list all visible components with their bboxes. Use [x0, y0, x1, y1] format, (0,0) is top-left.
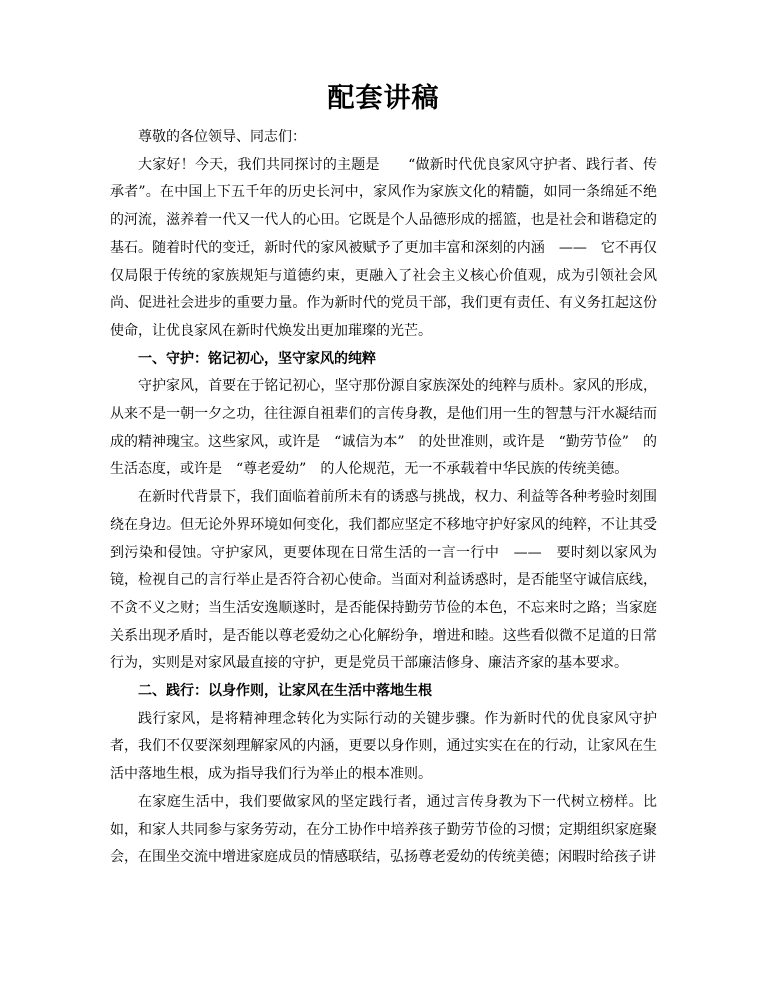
section-2-heading: 二、践行：以身作则，让家风在生活中落地生根 — [138, 683, 432, 700]
salutation-line: 尊敬的各位领导、同志们： — [138, 129, 306, 145]
opening-paragraph: 大家好！今天，我们共同探讨的主题是 “做新时代优良家风守护者、践行者、传承者”。在中国上下五千年的历史长河中，家风作为家族文化的精髓，如同一条绵延不绝的河流，滋养着一代又一代人的心田。它既是个人品德形成的摇篮，也是社会和谐稳定的基石。随着时代的变迁，新时代的家风被赋予了更加丰富和深刻的内涵 —— 它不再仅仅局限于传统的家族规矩与道德约束，更融入了社会主义核心价值观，成为引领社会风尚、促进社会进步的重要力量。作为新时代的党员干部，我们更有责任、有义务扛起这份使命，让优良家风在新时代焕发出更加璀璨的光芒。 — [110, 156, 657, 339]
section-2-paragraph-1: 践行家风，是将精神理念转化为实际行动的关键步骤。作为新时代的优良家风守护者，我们不仅要深刻理解家风的内涵，更要以身作则，通过实实在在的行动，让家风在生活中落地生根，成为指导我们行为举止的根本准则。 — [110, 710, 657, 783]
section-1-paragraph-1: 守护家风，首要在于铭记初心，坚守那份源自家族深处的纯粹与质朴。家风的形成，从来不是一朝一夕之功，往往源自祖辈们的言传身教，是他们用一生的智慧与汗水凝结而成的精神瑰宝。这些家风，或许是 “诚信为本” 的处世准则，或许是 “勤劳节俭” 的生活态度，或许是 “尊老爱幼” 的人伦规范，无一不承载着中华民族的传统美德。 — [110, 378, 657, 478]
section-1-heading: 一、守护：铭记初心，坚守家风的纯粹 — [138, 350, 376, 367]
section-2-paragraph-2: 在家庭生活中，我们要做家风的坚定践行者，通过言传身教为下一代树立榜样。比如，和家人共同参与家务劳动，在分工协作中培养孩子勤劳节俭的习惯；定期组织家庭聚会，在围坐交流中增进家庭成员的情感联结，弘扬尊老爱幼的传统美德；闲暇时给孩子讲 — [110, 793, 657, 866]
document-title: 配套讲稿 — [327, 83, 440, 114]
section-1-paragraph-2: 在新时代背景下，我们面临着前所未有的诱惑与挑战，权力、利益等各种考验时刻围绕在身边。但无论外界环境如何变化，我们都应坚定不移地守护好家风的纯粹，不让其受到污染和侵蚀。守护家风，更要体现在日常生活的一言一行中 —— 要时刻以家风为镜，检视自己的言行举止是否符合初心使命。当面对利益诱惑时，是否能坚守诚信底线，不贪不义之财；当生活安逸顺遂时，是否能保持勤劳节俭的本色，不忘来时之路；当家庭关系出现矛盾时，是否能以尊老爱幼之心化解纷争，增进和睦。这些看似微不足道的日常行为，实则是对家风最直接的守护，更是党员干部廉洁修身、廉洁齐家的基本要求。 — [110, 489, 657, 672]
